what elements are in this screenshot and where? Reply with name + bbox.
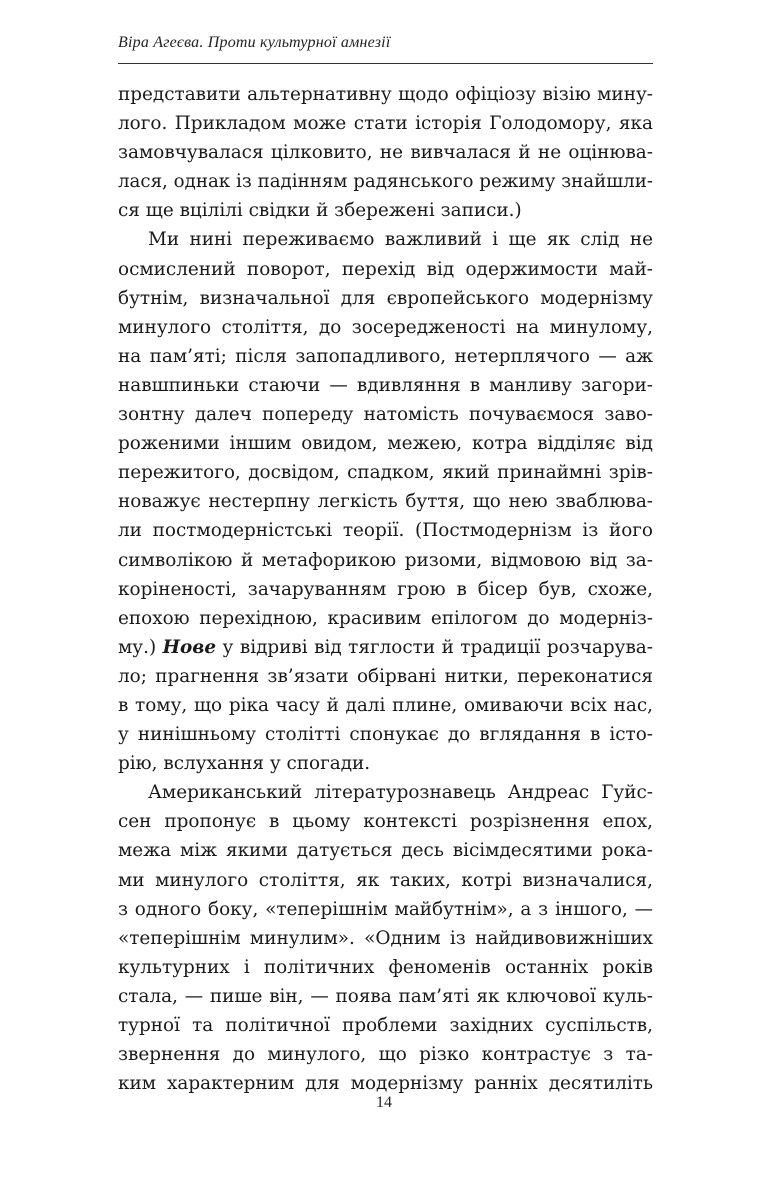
text-line: ким характерним для модернізму ранніх десятиліть [118, 1073, 653, 1095]
text-line: Ми нині переживаємо важливий і ще як слід не [148, 229, 653, 251]
text-line: ми минулого століття, як таких, котрі визначалися, [118, 869, 653, 891]
text-line: лася, однак із падінням радянського режиму знайшли- [118, 171, 653, 193]
text-line: ся ще вцілілі свідки й збережені записи.) [118, 200, 522, 222]
text-line: представити альтернативну щодо офіціозу візію мину- [118, 84, 653, 105]
header-rule [118, 63, 653, 64]
text-line: стала, — пише він, — поява пам’яті як ключової куль- [118, 985, 653, 1007]
text-line: на пам’яті; після запопадливого, нетерплячого — аж [118, 345, 653, 367]
text-line: коріненості, зачаруванням грою в бісер був, схоже, [118, 578, 653, 600]
text-line: навшпиньки стаючи — вдивляння в манливу загори- [118, 374, 653, 396]
page-number: 14 [376, 1094, 392, 1111]
text-line: минулого століття, до зосередженості на минулому, [118, 316, 653, 338]
text-line: звернення до минулого, що різко контрастує з та- [118, 1044, 653, 1066]
text-line: роженими іншим овидом, межею, котра відділяє від [118, 433, 653, 455]
text-line: зонтну далеч попереду натомість почуваємося заво- [118, 404, 653, 426]
text-line: новажує нестерпну легкість буття, що нею зваблюва- [118, 491, 653, 513]
text-fragment: му.) [118, 636, 157, 658]
text-fragment: у відриві від тяглости й традиції розчарува- [222, 636, 653, 658]
text-line: осмислений поворот, перехід від одержимости май- [118, 258, 653, 280]
text-line: символікою й метафорикою ризоми, відмовою від за- [118, 549, 653, 571]
text-line: бутнім, визначальної для європейського модернізму [118, 287, 653, 309]
text-line: сен пропонує в цьому контексті розрізнення епох, [118, 811, 653, 833]
text-line: епохою перехідною, красивим епілогом до модерніз- [118, 607, 653, 629]
text-line: у нинішньому столітті спонукає до вглядання в істо- [118, 724, 653, 746]
text-line: культурних і політичних феноменів останніх років [118, 956, 653, 978]
emphasis-word: Нове [162, 636, 217, 658]
text-line: «теперішнім минулим». «Одним із найдивовижніших [118, 927, 653, 949]
text-line: пережитого, досвідом, спадком, який принаймні зрів- [118, 462, 653, 484]
text-line: замовчувалася цілковито, не вивчалася й не оцінюва- [118, 142, 653, 164]
text-line: лого. Прикладом може стати історія Голодомору, яка [118, 113, 653, 135]
text-line-mixed [118, 633, 653, 662]
text-line: ли постмодерністські теорії. (Постмодернізм із його [118, 520, 653, 542]
text-line: Американський літературознавець Андреас Гуйс- [148, 782, 653, 804]
text-line: межа між якими датується десь вісімдесятими рока- [118, 840, 653, 862]
running-head-title: Віра Агеєва. Проти культурної амнезії [118, 34, 391, 51]
body-text [118, 80, 653, 1098]
text-line: турної та політичної проблеми західних суспільств, [118, 1015, 653, 1036]
text-line: ло; прагнення зв’язати обірвані нитки, переконатися [118, 665, 653, 687]
text-line: в тому, що ріка часу й далі плине, омиваючи всіх нас, [118, 694, 653, 716]
text-line: рію, вслухання у спогади. [118, 753, 371, 775]
text-line: з одного боку, «теперішнім майбутнім», а з іншого, — [118, 898, 653, 920]
